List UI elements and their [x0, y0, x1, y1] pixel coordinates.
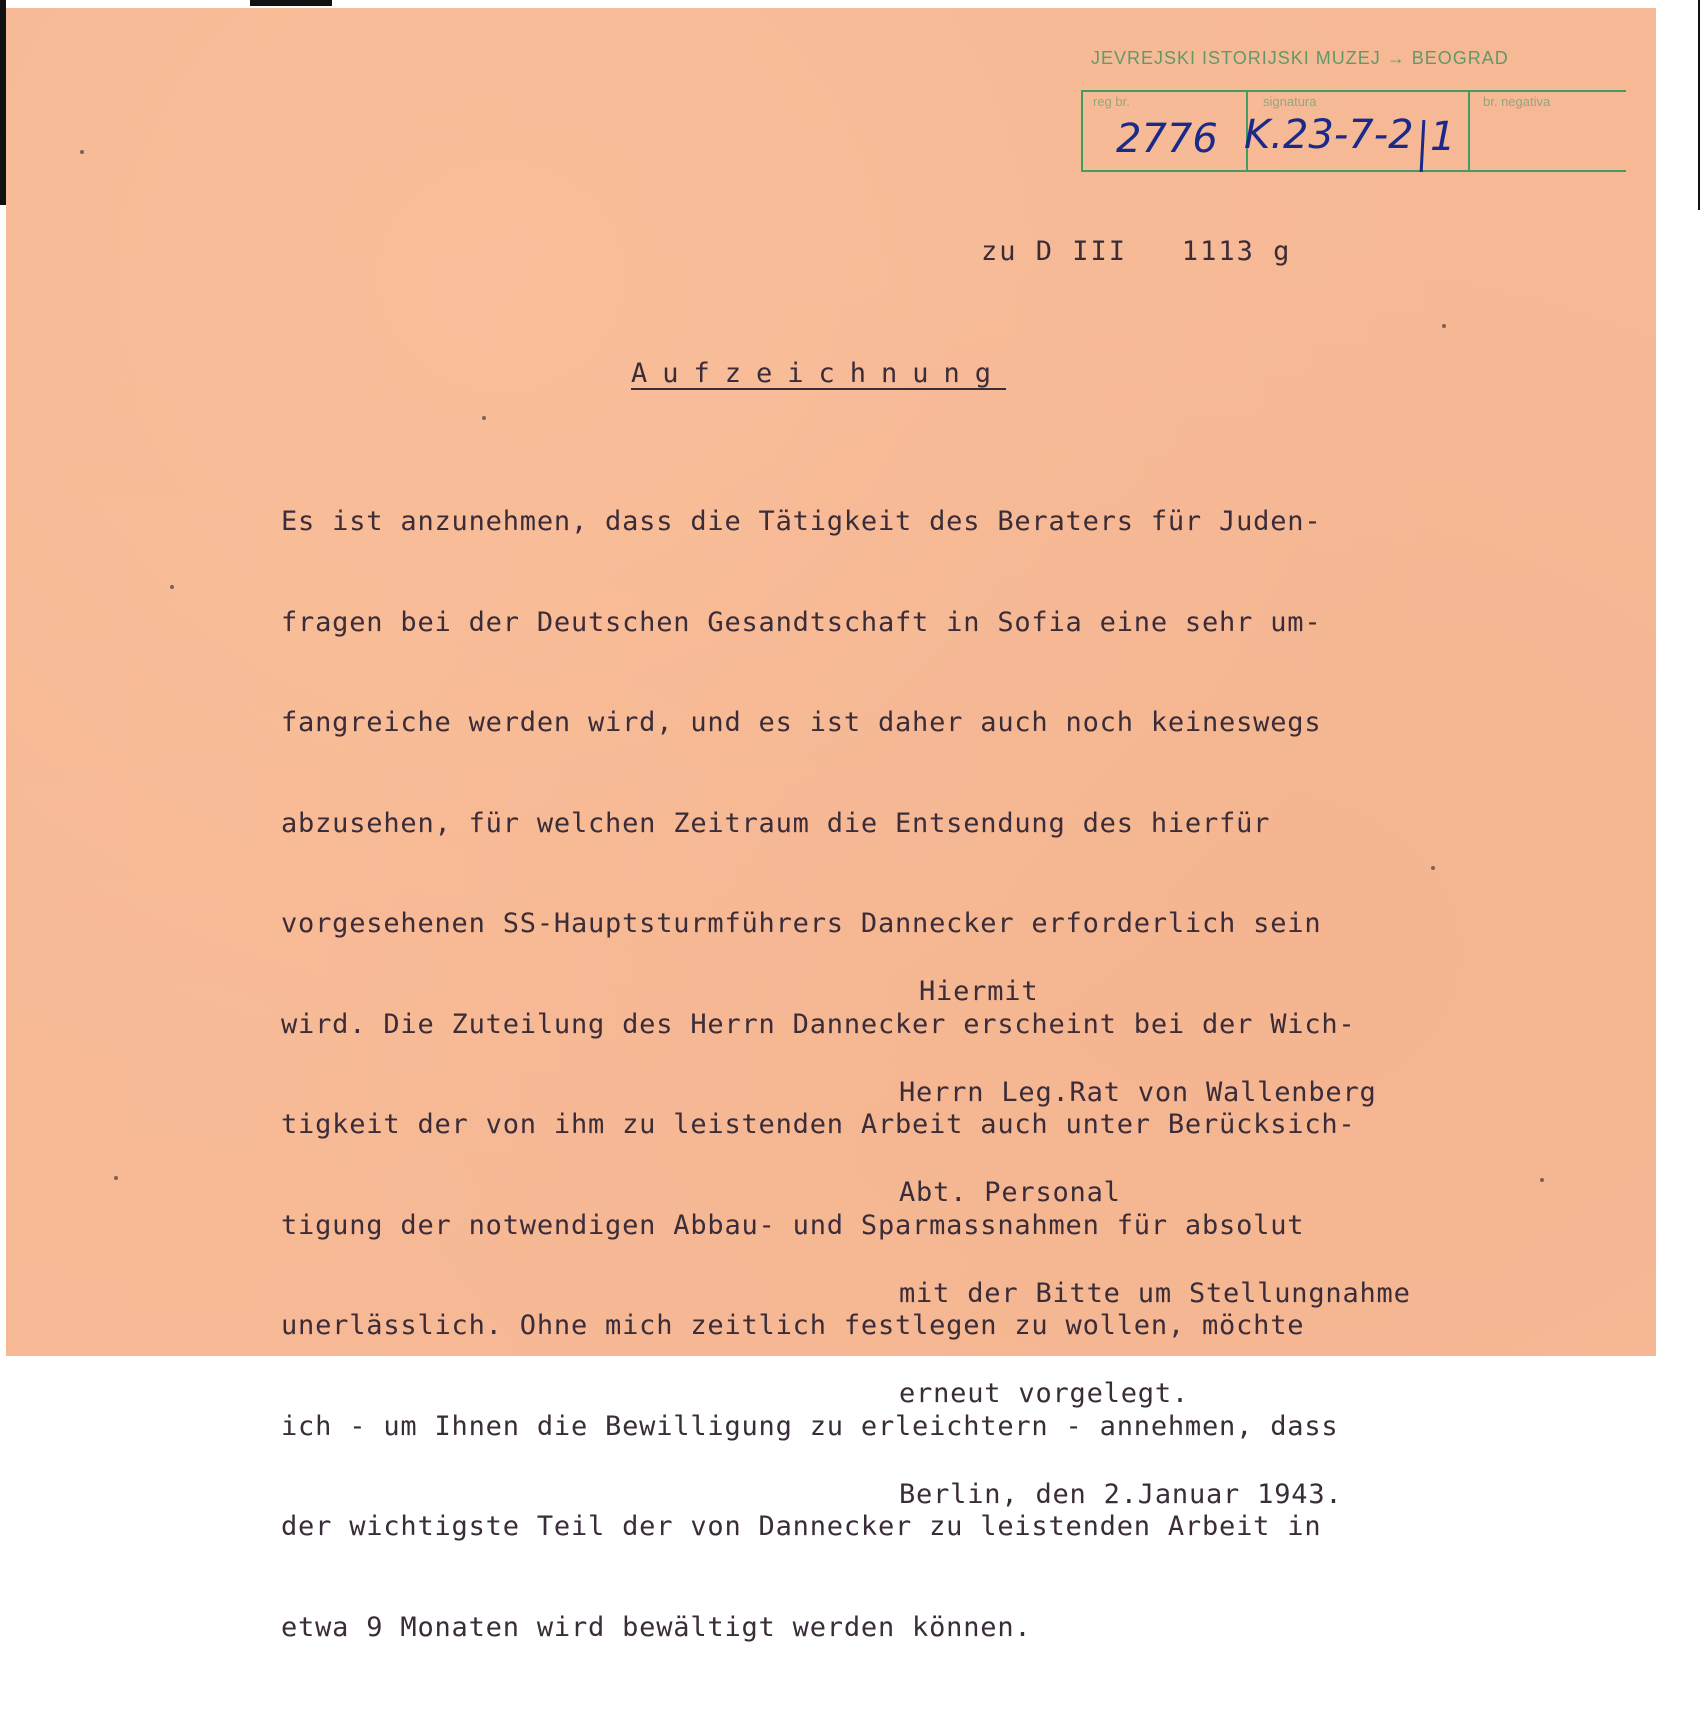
closing-line: Abt. Personal: [899, 1177, 1121, 1208]
stamp-field-signature-label: signatura: [1263, 94, 1317, 109]
body-line: fragen bei der Deutschen Gesandtschaft in Sofia eine sehr um-: [281, 606, 1322, 638]
paper-speck: [80, 150, 84, 154]
body-line: fangreiche werden wird, und es ist daher auch noch keineswegs: [281, 707, 1322, 738]
paper-speck: [1442, 324, 1446, 328]
paper-speck: [482, 416, 486, 420]
paper-speck: [1431, 866, 1435, 870]
document-reference: zu D III 1113 g: [981, 236, 1292, 267]
body-line: tigkeit der von ihm zu leistenden Arbeit auch unter Berücksich-: [281, 1109, 1356, 1140]
stamp-field-negative-label: br. negativa: [1483, 94, 1551, 109]
paper-speck: [170, 585, 174, 589]
body-line: abzusehen, für welchen Zeitraum die Entsendung des hierfür: [281, 807, 1271, 839]
closing-line: Hiermit: [919, 976, 1039, 1007]
body-line: der wichtigste Teil der von Dannecker zu leistenden Arbeit in: [281, 1511, 1322, 1542]
body-line: etwa 9 Monaten wird bewältigt werden können.: [281, 1611, 1032, 1643]
closing-line: erneut vorgelegt.: [899, 1378, 1189, 1409]
body-line: unerlässlich. Ohne mich zeitlich festlegen zu wollen, möchte: [281, 1310, 1305, 1341]
archive-stamp-header: JEVREJSKI ISTORIJSKI MUZEJ → BEOGRAD: [1091, 48, 1509, 68]
body-line: Es ist anzunehmen, dass die Tätigkeit des Beraters für Juden-: [281, 506, 1322, 537]
body-line: wird. Die Zuteilung des Herrn Dannecker erscheint bei der Wich-: [281, 1008, 1356, 1040]
paper-speck: [114, 1176, 118, 1180]
body-line: tigung der notwendigen Abbau- und Sparmassnahmen für absolut: [281, 1209, 1305, 1241]
stamp-divider: [1468, 92, 1470, 172]
closing-line: Herrn Leg.Rat von Wallenberg: [899, 1076, 1377, 1108]
paper-speck: [1540, 1178, 1544, 1182]
handwritten-signature: K.23-7-2: [1244, 112, 1414, 158]
closing-line: mit der Bitte um Stellungnahme: [899, 1277, 1411, 1309]
stamp-field-reg-label: reg br.: [1093, 94, 1130, 109]
body-line: vorgesehenen SS-Hauptsturmführers Dannecker erforderlich sein: [281, 908, 1322, 939]
document-closing: [899, 908, 1411, 1578]
body-line: ich - um Ihnen die Bewilligung zu erleichtern - annehmen, dass: [281, 1410, 1339, 1442]
scan-edge-top: [250, 0, 332, 6]
handwritten-signature-suffix: 1: [1430, 114, 1456, 160]
closing-line: Berlin, den 2.Januar 1943.: [899, 1478, 1343, 1510]
paper-sheet: [6, 8, 1656, 1643]
document-title: Aufzeichnung: [631, 358, 1007, 389]
handwritten-reg-number: 2776: [1116, 116, 1218, 162]
